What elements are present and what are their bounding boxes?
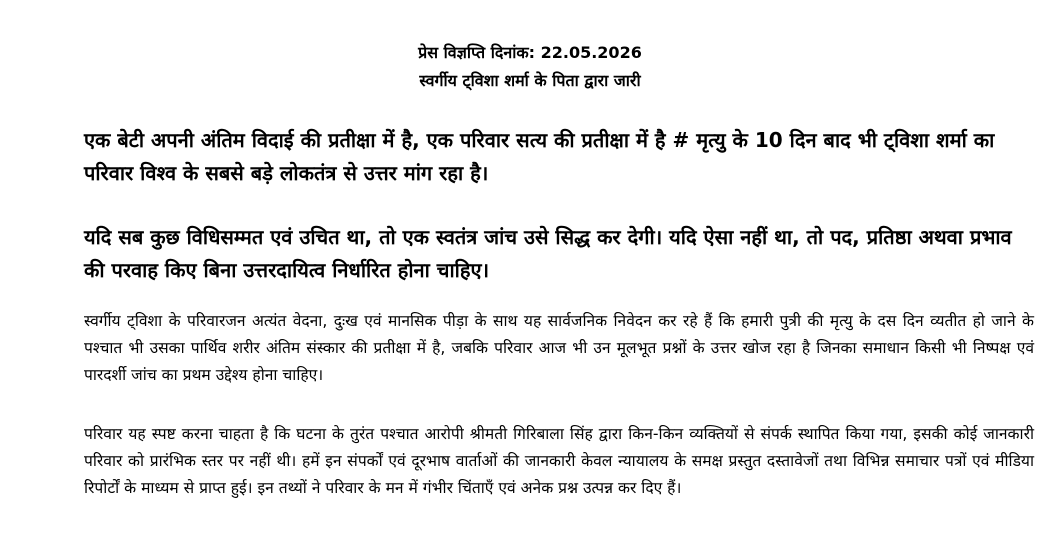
body-paragraph-1: स्वर्गीय ट्विशा के परिवारजन अत्यंत वेदना, दुःख एवं मानसिक पीड़ा के साथ यह सार्वजनिक निवेदन कर रहे हैं कि हमारी पुत्री की मृत्यु के दस दिन व्यतीत हो जाने के पश्चात भी उसका पार्थिव शरीर अंतिम संस्कार की प्रतीक्षा में है, जबकि परिवार आज भी उन मूलभूत प्रश्नों के उत्तर खोज रहा है जिनका समाधान किसी भी निष्पक्ष एवं पारदर्शी जांच का प्रथम उद्देश्य होना चाहिए।: [84, 312, 1034, 384]
headline-primary: एक बेटी अपनी अंतिम विदाई की प्रतीक्षा में है, एक परिवार सत्य की प्रतीक्षा में है # मृत्यु के 10 दिन बाद भी ट्विशा शर्मा का परिवार विश्व के सबसे बड़े लोकतंत्र से उत्तर मांग रहा है।: [84, 128, 995, 185]
body-paragraph-2: परिवार यह स्पष्ट करना चाहता है कि घटना के तुरंत पश्चात आरोपी श्रीमती गिरिबाला सिंह द्वारा किन-किन व्यक्तियों से संपर्क स्थापित किया गया, इसकी कोई जानकारी परिवार को प्रारंभिक स्तर पर नहीं थी। हमें इन संपर्कों एवं दूरभाष वार्ताओं की जानकारी केवल न्यायालय के समक्ष प्रस्तुत दस्तावेजों तथा विभिन्न समाचार पत्रों एवं मीडिया रिपोर्टों के माध्यम से प्राप्त हुई। इन तथ्यों ने परिवार के मन में गंभीर चिंताएँ एवं अनेक प्रश्न उत्पन्न कर दिए हैं।: [84, 425, 1034, 497]
press-release-date-heading: प्रेस विज्ञप्ति दिनांक: 22.05.2026: [418, 43, 642, 62]
headline-secondary: यदि सब कुछ विधिसम्मत एवं उचित था, तो एक स्वतंत्र जांच उसे सिद्ध कर देगी। यदि ऐसा नहीं था, तो पद, प्रतिष्ठा अथवा प्रभाव की परवाह किए बिना उत्तरदायित्व निर्धारित होना चाहिए।: [84, 225, 1012, 282]
press-release-issuer-heading: स्वर्गीय ट्विशा शर्मा के पिता द्वारा जारी: [419, 71, 641, 90]
